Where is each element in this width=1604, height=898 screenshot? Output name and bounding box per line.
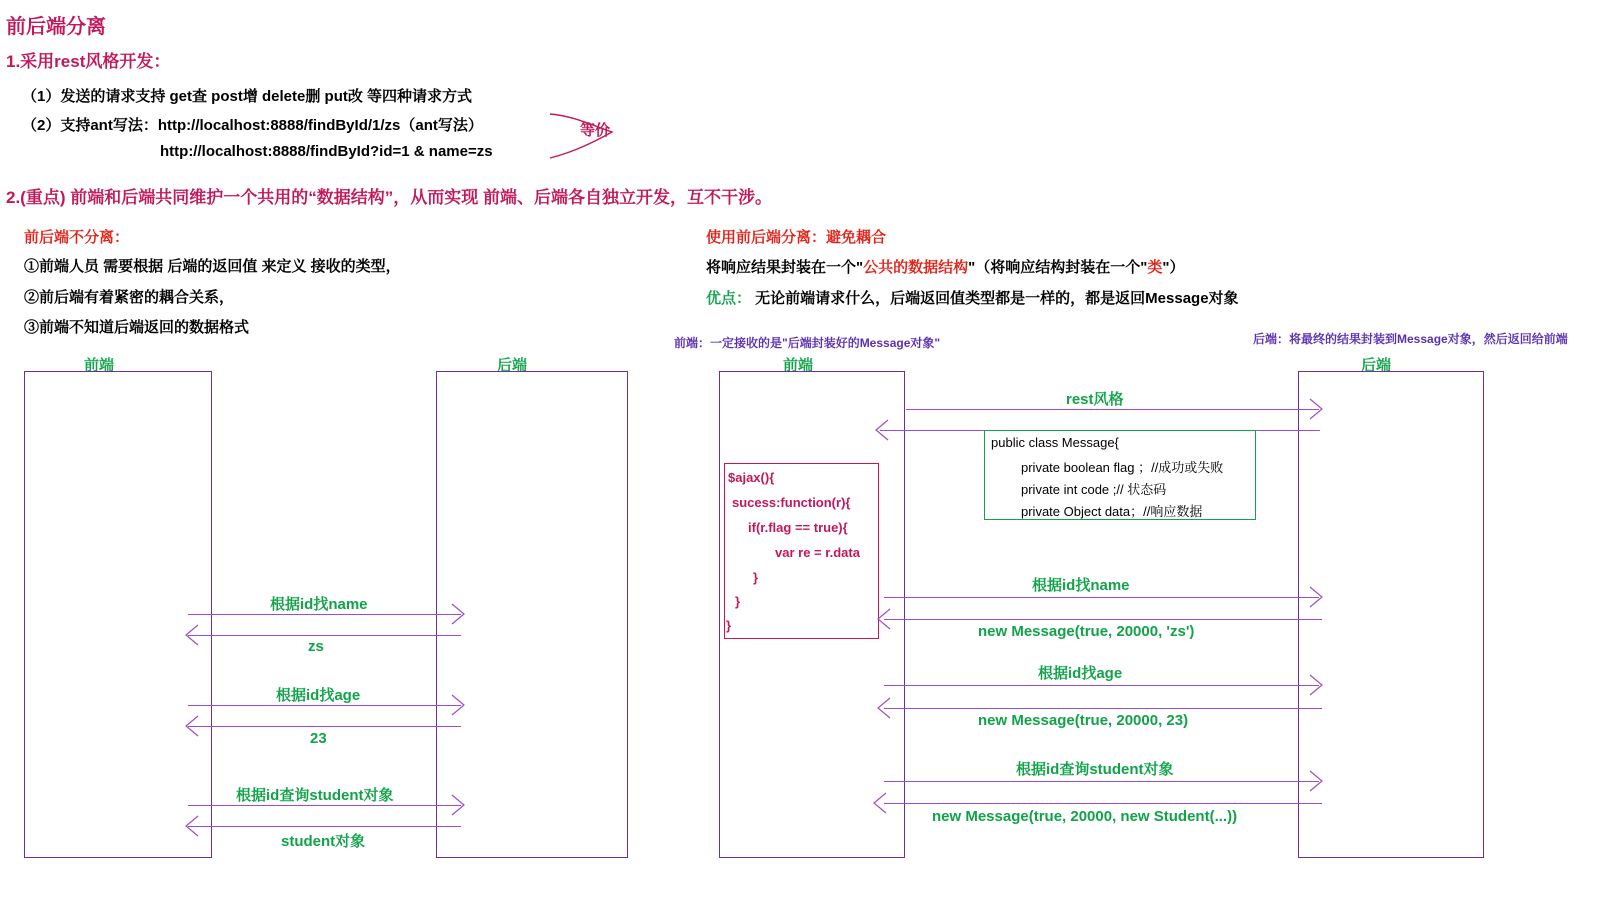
left-panel-point-1: ①前端人员 需要根据 后端的返回值 来定义 接收的类型， <box>24 258 401 275</box>
left-msg-2: zs <box>308 638 324 655</box>
left-msg-5: 根据id查询student对象 <box>236 787 394 804</box>
right-arrow-2-head-icon <box>878 609 892 629</box>
right-panel-note-right: 后端：将最终的结果封装到Message对象，然后返回给前端 <box>1253 332 1568 346</box>
section2-heading: 2.(重点) 前端和后端共同维护一个共用的“数据结构”，从而实现 前端、后端各自独立开发，互不干涉。 <box>6 188 772 207</box>
message-class-line-3: private int code ;// 状态码 <box>1021 482 1167 497</box>
left-arrow-5-head-icon <box>452 795 466 815</box>
ajax-code-line-4: var re = r.data <box>775 545 860 560</box>
left-diagram-col-right-label: 后端 <box>497 357 528 374</box>
right-panel-note-left: 前端：一定接收的是"后端封装好的Message对象" <box>674 336 941 350</box>
left-diagram-col-left-label: 前端 <box>84 357 115 374</box>
section1-heading: 1.采用rest风格开发： <box>6 52 171 71</box>
message-class-line-1: public class Message{ <box>991 435 1119 450</box>
message-class-line-4: private Object data；//响应数据 <box>1021 504 1203 519</box>
left-arrow-6 <box>188 826 461 827</box>
right-top-msg-1: rest风格 <box>1066 391 1124 408</box>
right-panel-line2 <box>706 287 1239 308</box>
left-arrow-4-head-icon <box>186 716 200 736</box>
ajax-code-line-2: sucess:function(r){ <box>732 495 851 510</box>
left-msg-4: 23 <box>310 730 327 747</box>
right-msg-5: 根据id查询student对象 <box>1016 761 1174 778</box>
ajax-code-line-7: } <box>726 618 732 633</box>
ajax-code-line-6: } <box>735 594 741 609</box>
section1-item1: （1）发送的请求支持 get查 post增 delete删 put改 等四种请求方式 <box>22 88 473 105</box>
ajax-code-line-5: } <box>753 570 759 585</box>
left-diagram-frontend-box <box>24 371 212 858</box>
ajax-code-line-1: $ajax(){ <box>728 470 775 485</box>
left-panel-heading: 前后端不分离： <box>24 229 130 246</box>
left-arrow-4 <box>188 726 461 727</box>
right-panel-line2-label: 优点： <box>706 290 752 307</box>
right-msg-2: new Message(true, 20000, 'zs') <box>978 623 1195 640</box>
right-msg-3: 根据id找age <box>1038 665 1123 682</box>
ajax-code-line-3: if(r.flag == true){ <box>748 520 848 535</box>
right-arrow-2 <box>884 619 1322 620</box>
left-arrow-6-head-icon <box>186 816 200 836</box>
right-arrow-5 <box>884 781 1319 782</box>
left-arrow-1-head-icon <box>452 604 466 624</box>
right-diagram-backend-box <box>1298 371 1484 858</box>
left-arrow-3 <box>188 705 461 706</box>
right-panel-line1-c: "（将响应结构封装在一个" <box>968 259 1148 276</box>
right-panel-line1-d: 类 <box>1147 259 1163 276</box>
right-arrow-4-head-icon <box>878 698 892 718</box>
left-arrow-2-head-icon <box>186 625 200 645</box>
right-panel-line1-e: "） <box>1162 259 1185 276</box>
left-msg-6: student对象 <box>281 833 366 850</box>
right-arrow-1 <box>884 597 1319 598</box>
right-panel-line1 <box>706 256 1185 277</box>
right-arrow-1-head-icon <box>1310 587 1324 607</box>
right-diagram-col-right-label: 后端 <box>1361 357 1392 374</box>
right-diagram-col-left-label: 前端 <box>783 357 814 374</box>
right-arrow-4 <box>884 708 1322 709</box>
message-class-line-2: private boolean flag ；//成功或失败 <box>1021 460 1224 475</box>
left-arrow-5 <box>188 805 461 806</box>
right-panel-heading: 使用前后端分离：避免耦合 <box>706 229 887 246</box>
right-arrow-top-1-head-icon <box>1310 399 1324 419</box>
right-arrow-6-head-icon <box>874 793 888 813</box>
right-arrow-6 <box>884 803 1322 804</box>
right-arrow-3-head-icon <box>1310 675 1324 695</box>
right-arrow-top-1 <box>906 409 1319 410</box>
left-arrow-3-head-icon <box>452 695 466 715</box>
left-msg-3: 根据id找age <box>276 687 361 704</box>
right-msg-6: new Message(true, 20000, new Student(...)) <box>932 808 1238 825</box>
right-arrow-5-head-icon <box>1310 771 1324 791</box>
left-arrow-2 <box>188 635 461 636</box>
right-panel-line1-b: 公共的数据结构 <box>863 259 969 276</box>
right-arrow-top-2-head-icon <box>876 420 890 440</box>
section1-item2: （2）支持ant写法：http://localhost:8888/findById/1/zs（ant写法） <box>22 117 483 134</box>
right-panel-line1-a: 将响应结果封装在一个" <box>706 259 864 276</box>
equivalence-note: 等价 <box>580 122 611 139</box>
left-panel-point-3: ③前端不知道后端返回的数据格式 <box>24 319 250 336</box>
page-title: 前后端分离 <box>6 16 106 38</box>
section1-item2b: http://localhost:8888/findById?id=1 & name=zs <box>160 143 493 160</box>
left-msg-1: 根据id找name <box>270 596 368 613</box>
right-msg-4: new Message(true, 20000, 23) <box>978 712 1189 729</box>
right-msg-1: 根据id找name <box>1032 577 1130 594</box>
right-panel-line2-text: 无论前端请求什么，后端返回值类型都是一样的，都是返回Message对象 <box>751 290 1239 307</box>
left-panel-point-2: ②前后端有着紧密的耦合关系， <box>24 289 235 306</box>
right-arrow-3 <box>884 685 1319 686</box>
left-arrow-1 <box>188 614 461 615</box>
